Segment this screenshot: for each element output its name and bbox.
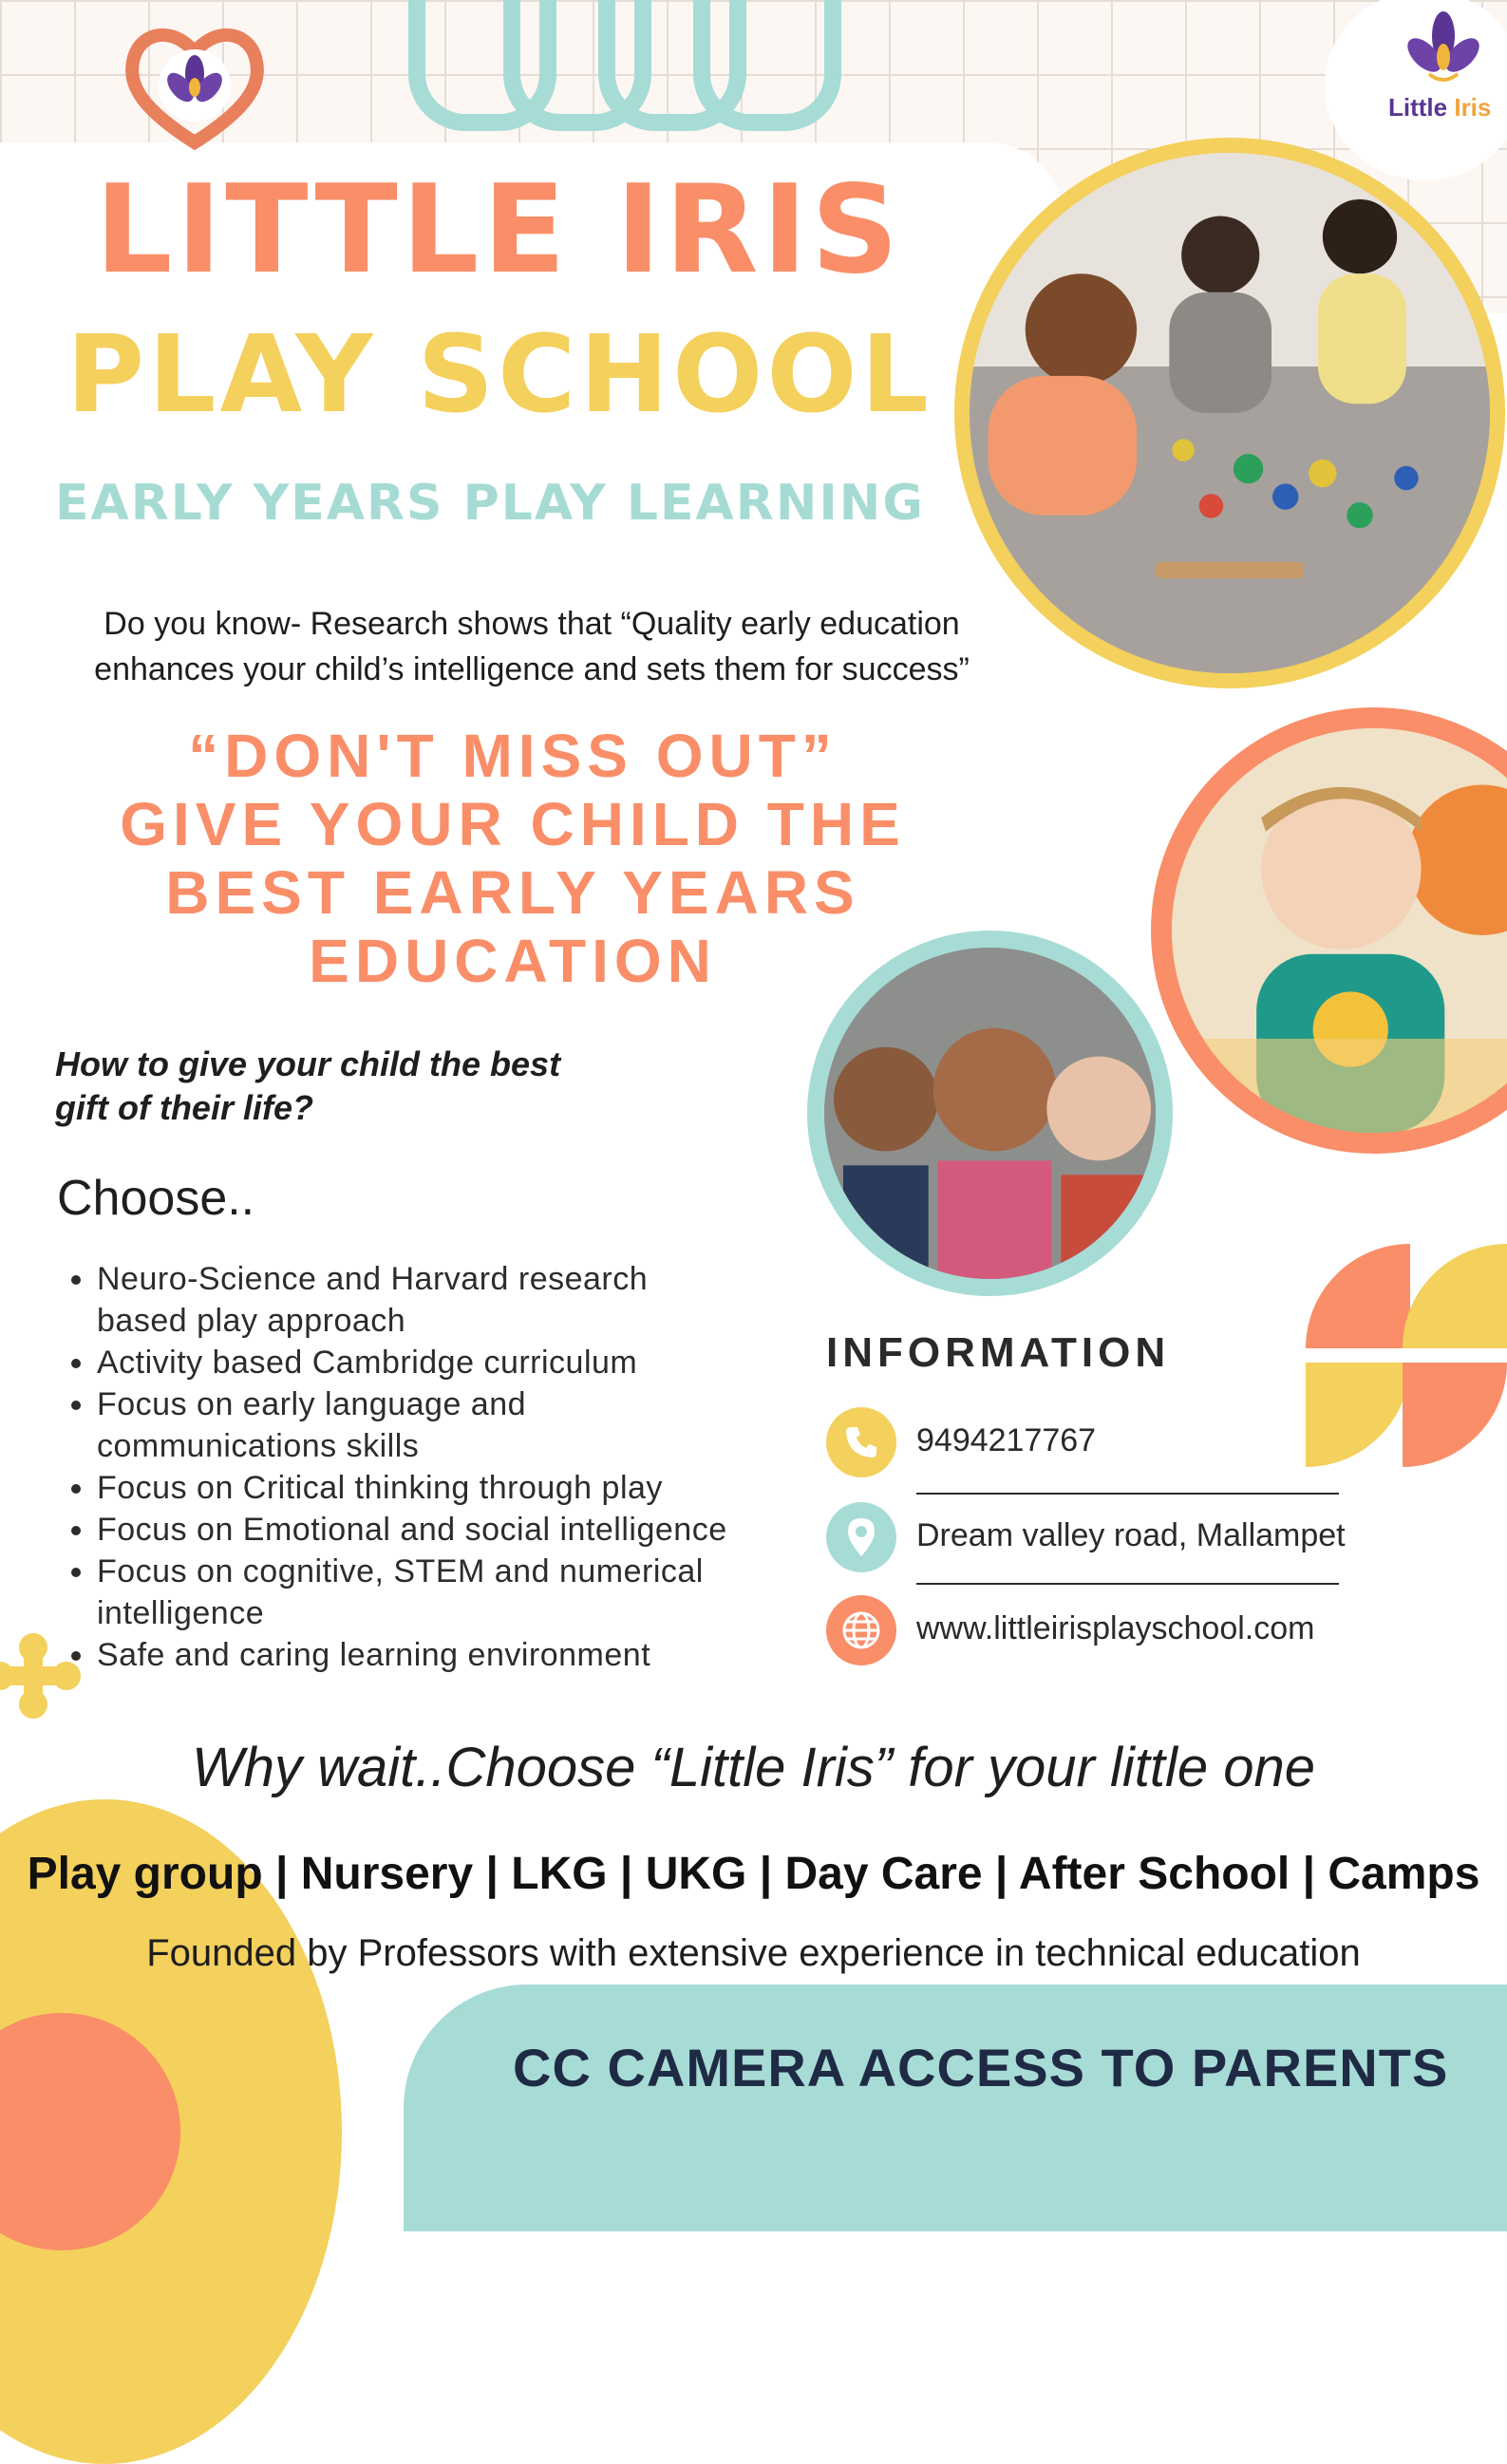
logo-word-iris: Iris bbox=[1454, 93, 1492, 122]
corner-logo-text bbox=[1388, 93, 1502, 122]
divider bbox=[916, 1583, 1339, 1585]
teal-footer-bar bbox=[404, 1984, 1507, 2231]
smiling-boy-photo bbox=[1151, 707, 1507, 1154]
geometric-decoration bbox=[1306, 1244, 1507, 1467]
main-title-line2: PLAY SCHOOL bbox=[66, 313, 932, 437]
flower-decoration bbox=[0, 1624, 85, 1728]
research-line: enhances your child’s intelligence and sets them for success” bbox=[94, 651, 970, 687]
list-item: • Focus on Emotional and social intelligence bbox=[97, 1509, 847, 1551]
call-to-action bbox=[47, 722, 978, 995]
logo-word-little: Little bbox=[1388, 93, 1448, 122]
cta-line: EDUCATION bbox=[309, 927, 717, 995]
information-heading: INFORMATION bbox=[826, 1329, 1171, 1376]
iris-flower-icon bbox=[1401, 8, 1486, 93]
list-item: • Focus on early language and communications skills bbox=[97, 1383, 629, 1467]
benefits-list bbox=[66, 1258, 847, 1676]
address: Dream valley road, Mallampet bbox=[916, 1517, 1346, 1553]
list-item: • Focus on Critical thinking through play bbox=[97, 1467, 847, 1509]
photo-illustration bbox=[970, 153, 1490, 673]
globe-icon bbox=[826, 1595, 896, 1665]
main-title: LITTLE IRIS bbox=[95, 160, 903, 301]
website-link[interactable]: www.littleirisplayschool.com bbox=[916, 1610, 1315, 1646]
location-pin-icon bbox=[826, 1502, 896, 1572]
howto-line: How to give your child the best bbox=[55, 1044, 561, 1083]
list-item: • Activity based Cambridge curriculum bbox=[97, 1342, 847, 1383]
choose-heading: Choose.. bbox=[57, 1171, 255, 1226]
cta-line: GIVE YOUR CHILD THE bbox=[120, 790, 906, 858]
subtitle: EARLY YEARS PLAY LEARNING bbox=[55, 475, 925, 532]
list-item: • Safe and caring learning environment bbox=[97, 1634, 847, 1676]
research-line: Do you know- Research shows that “Quality early education bbox=[104, 606, 960, 642]
teal-arch-decoration bbox=[693, 0, 841, 131]
howto-line: gift of their life? bbox=[55, 1088, 313, 1127]
cta-line: “DON'T MISS OUT” bbox=[188, 722, 838, 790]
cta-line: BEST EARLY YEARS bbox=[165, 858, 860, 927]
research-text bbox=[14, 601, 1049, 692]
phone-icon bbox=[826, 1407, 896, 1477]
phone-number[interactable]: 9494217767 bbox=[916, 1422, 1097, 1458]
founded-text: Founded by Professors with extensive experience in technical education bbox=[146, 1932, 1361, 1974]
cc-camera-text: CC CAMERA ACCESS TO PARENTS bbox=[513, 2038, 1449, 2097]
why-wait-text: Why wait..Choose “Little Iris” for your little one bbox=[192, 1737, 1315, 1798]
programs-list: Play group | Nursery | LKG | UKG | Day Care | After School | Camps bbox=[27, 1849, 1480, 1899]
list-item: • Neuro-Science and Harvard research based play approach bbox=[97, 1258, 743, 1342]
heart-iris-logo bbox=[123, 19, 266, 152]
divider bbox=[916, 1493, 1339, 1495]
howto-question bbox=[55, 1043, 560, 1130]
list-item: • Focus on cognitive, STEM and numerical intelligence bbox=[97, 1551, 781, 1634]
photo-illustration bbox=[1172, 728, 1507, 1133]
photo-illustration bbox=[824, 948, 1156, 1279]
